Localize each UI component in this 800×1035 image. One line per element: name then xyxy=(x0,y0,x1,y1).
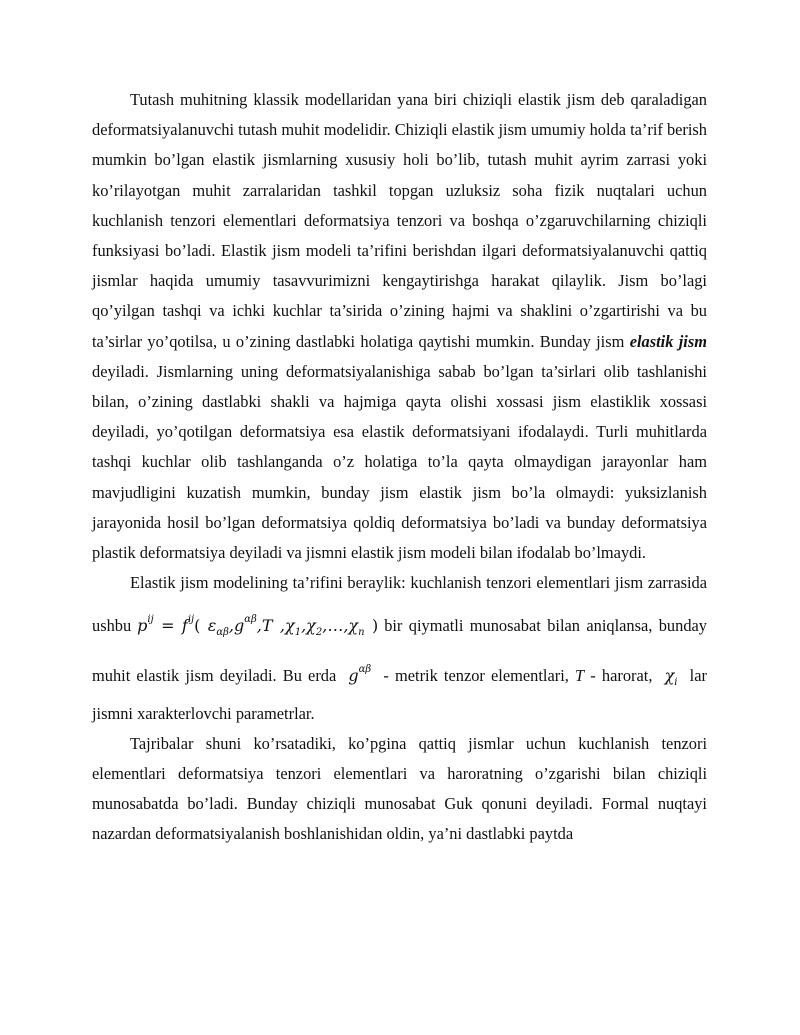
paragraph-1-text-b: deyiladi. Jismlarning uning deformatsiyalanishiga sabab bo’lgan ta’sirlari olib tashlanishi bilan, o’zining dastlabki shakli va hajmiga qayta olishi xossasi jism elastiklik xossasi deyiladi, yo’qotilgan deformatsiya esa elastik deformatsiyani ifodalaydi. Turli muhitlarda tashqi kuchlar olib tashlanganda o’z holatiga to’la qayta olmaydigan jarayonlar ham mavjudligini kuzatish mumkin, bunday jism elastik jism bo’la olmaydi: yuksizlanish jarayonida hosil bo’lgan deformatsiya qoldiq deformatsiya bo’ladi va bunday deformatsiya plastik deformatsiya deyiladi va jismni elastik jism modeli bilan ifodalab bo’lmaydi. xyxy=(92,361,707,563)
paragraph-2-text-a: Elastik jism modelining ta’rifini beraylik: kuchlanish tenzori elementlari jism zarrasida ushbu xyxy=(92,573,707,636)
paragraph-1-text-a: Tutash muhitning klassik modellaridan yana biri chiziqli elastik jism deb qaraladigan deformatsiyalanuvchi tutash muhit modelidir. Chiziqli elastik jism umumiy holda ta’rif berish mumkin bo’lgan elastik jismlarning xususiy holi bo’lib, tutash muhit ayrim zarrasi yoki ko’rilayotgan muhit zarralaridan tashkil topgan uzluksiz soha fizik nuqtalari uchun kuchlanish tenzori elementlari deformatsiya tenzori va boshqa o’zgaruvchilarning chiziqli funksiyasi bo’ladi. Elastik jism modeli ta’rifini berishdan ilgari deformatsiyalanuvchi qattiq jismlar haqida umumiy tasavvurimizni kengaytirishga harakat qilaylik. Jism bo’lagi qo’yilgan tashqi va ichki kuchlar ta’sirida o’zining hajmi va shaklini o’zgartirishi va bu ta’sirlar yo’qotilsa, u o’zining dastlabki holatiga qaytishi mumkin. Bunday jism xyxy=(92,90,708,351)
paragraph-2-text-b: bir qiymatli munosabat bilan aniqlansa, bunday muhit elastik jism deyiladi. Bu erda xyxy=(92,616,707,686)
paragraph-2-text-d: - harorat, xyxy=(590,666,653,686)
body-text xyxy=(92,85,707,850)
parameter-symbol: $\chi_i$ xyxy=(664,666,678,689)
temperature-symbol: T xyxy=(575,666,585,686)
paragraph-2-text-c: - metrik tenzor elementlari, xyxy=(383,666,569,686)
term-elastik-jism: elastik jism xyxy=(629,331,707,351)
metric-tensor-symbol: $g^{\alpha\beta}$ xyxy=(348,664,372,686)
stress-formula: $p^{ij} = f^{ij}$( $\varepsilon_{\alpha\beta},g^{\alpha\beta},T$ $,\chi_1,\chi_2,\dots,\chi_n$ ) xyxy=(137,614,379,639)
paragraph-3: Tajribalar shuni ko’rsatadiki, ko’pgina qattiq jismlar uchun kuchlanish tenzori elementlari deformatsiya tenzori elementlari va haroratning o’zgarishi bilan chiziqli munosabatda bo’ladi. Bunday chiziqli munosabat Guk qonuni deyiladi. Formal nuqtayi nazardan deformatsiyalanish boshlanishidan oldin, ya’ni dastlabki paytda xyxy=(92,733,707,844)
paragraph-2 xyxy=(92,568,707,729)
paragraph-1 xyxy=(92,85,707,568)
paragraph-2-text-e: lar jismni xarakterlovchi parametrlar. xyxy=(92,666,707,723)
